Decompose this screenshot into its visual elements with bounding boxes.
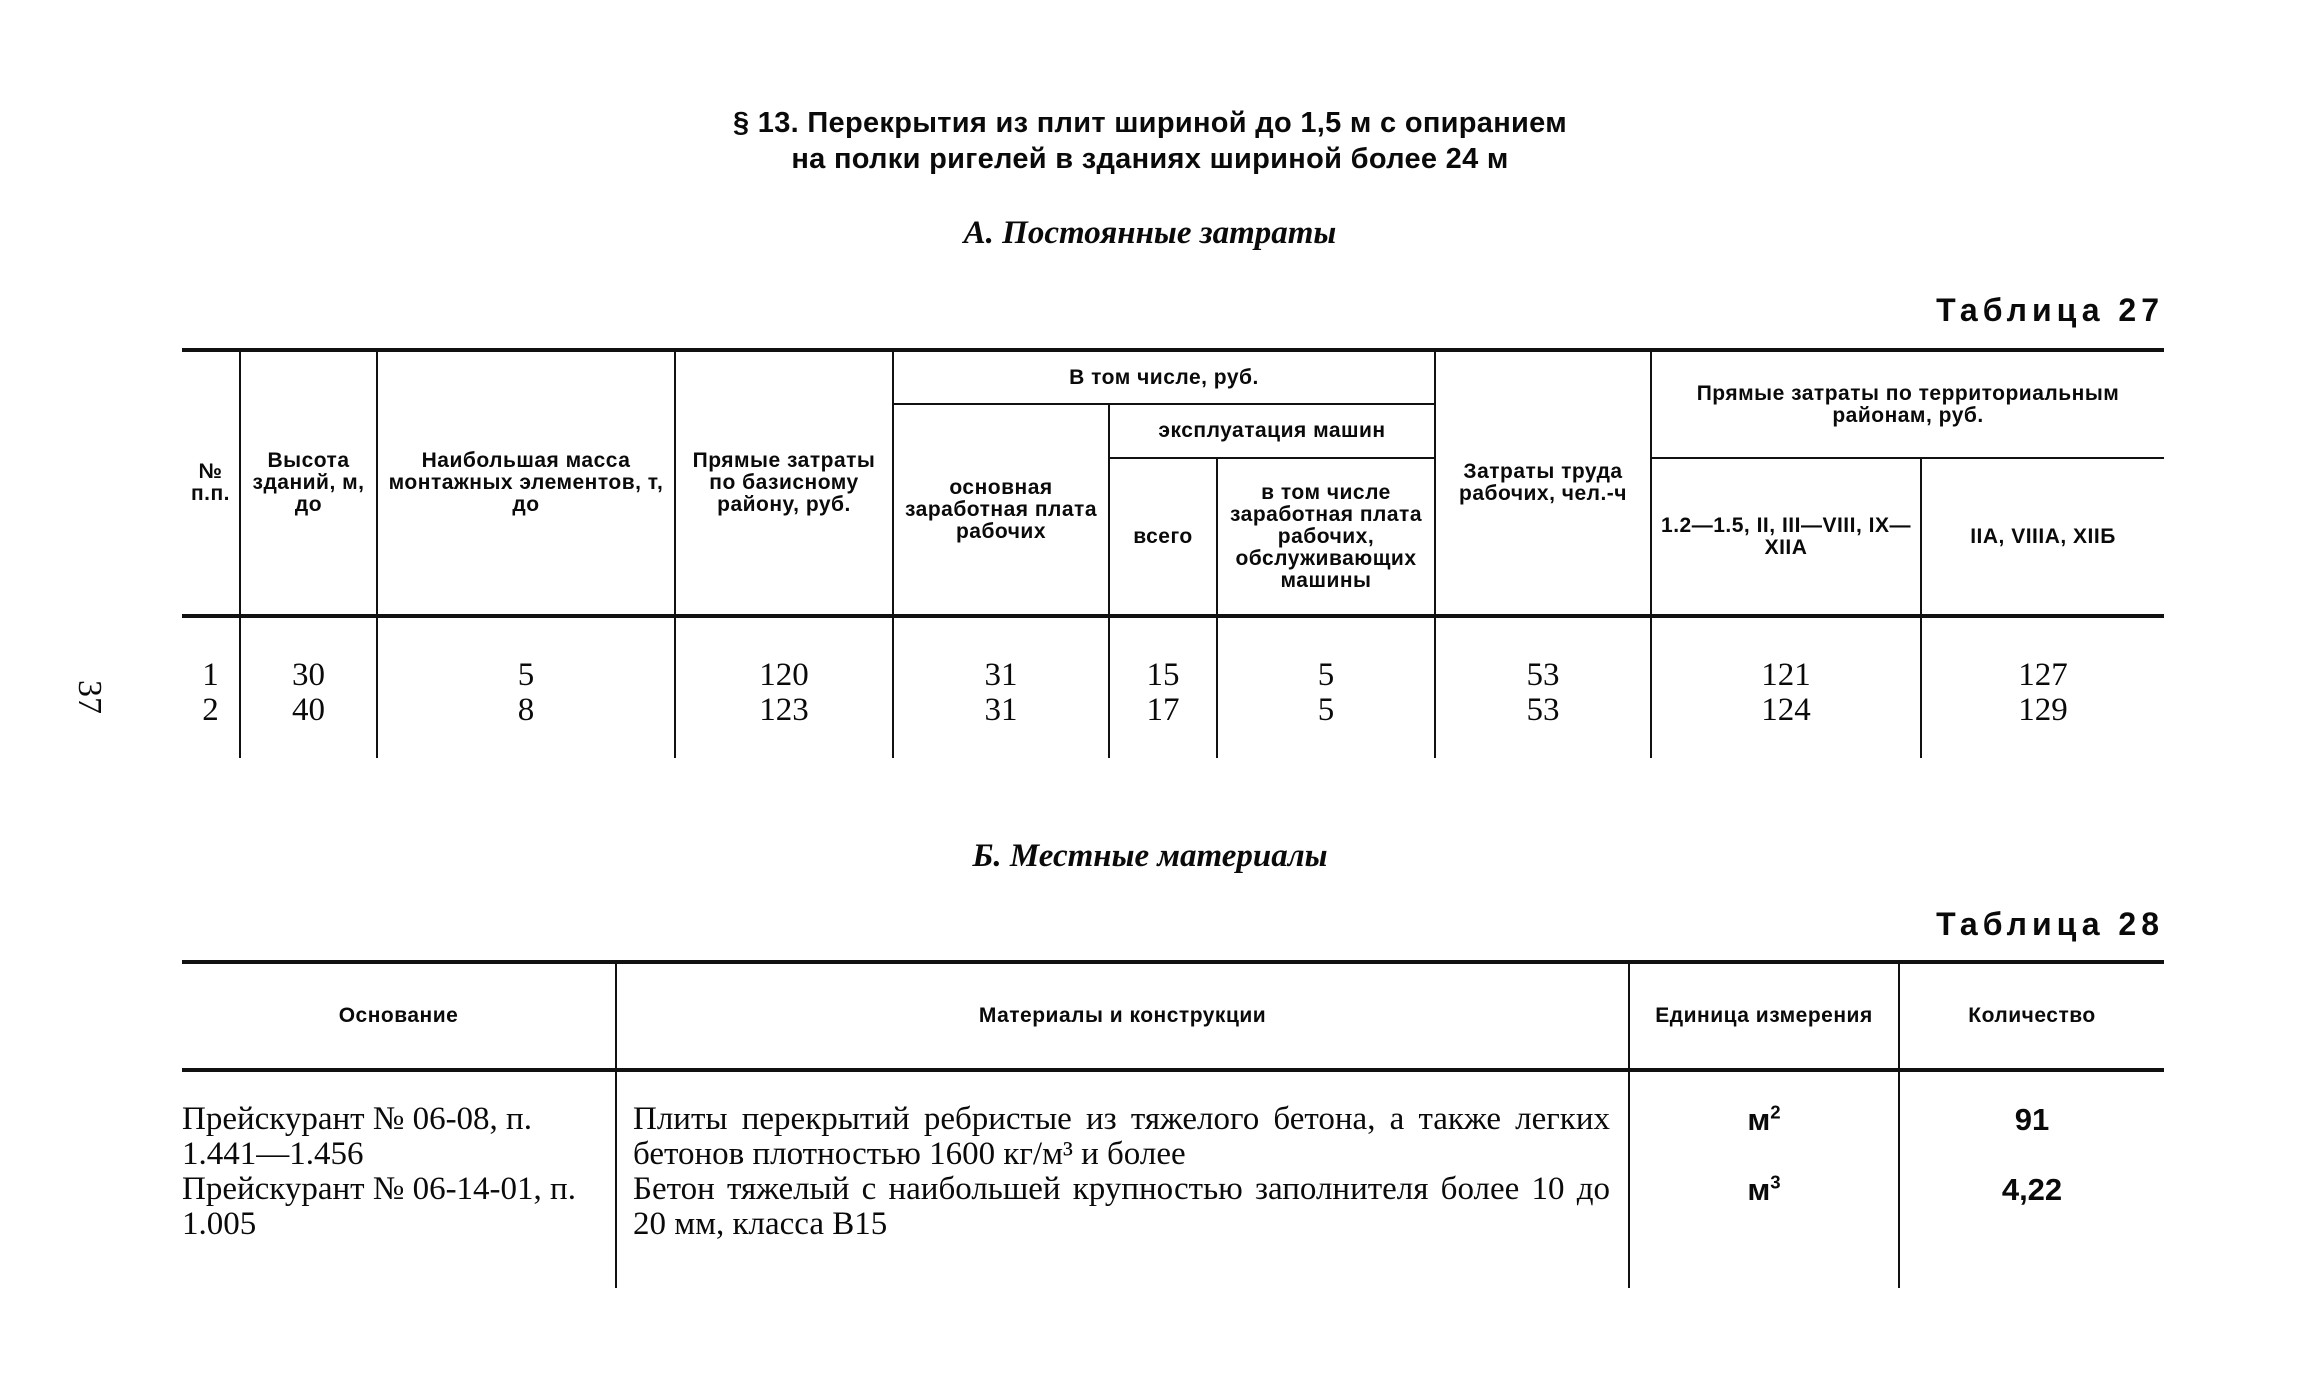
table-row (182, 1172, 2164, 1288)
table-row (182, 616, 2164, 693)
header-quantity: Количество (1899, 962, 2164, 1070)
cell: 5 (1217, 616, 1435, 693)
header-mass: Наибольшая масса монтажных элементов, т, до (377, 350, 675, 616)
table-27-label: Таблица 27 (1936, 292, 2164, 328)
cell: 5 (377, 616, 675, 693)
header-machines: эксплуатация машин (1109, 404, 1435, 458)
header-direct-base: Прямые затраты по базисному району, руб. (675, 350, 893, 616)
header-machines-wage: в том числе заработная плата рабочих, обслуживающих машины (1217, 458, 1435, 616)
basis-cell: Прейскурант № 06-14-01, п. 1.005 (182, 1172, 616, 1288)
cell: 120 (675, 616, 893, 693)
unit-cell (1629, 1172, 1899, 1288)
page-number: 37 (71, 680, 108, 714)
unit-exponent: 3 (1770, 1171, 1781, 1193)
cell: 31 (893, 693, 1109, 758)
part-b-title: Б. Местные материалы (972, 838, 1328, 874)
material-cell: Плиты перекрытий ребристые из тяжелого бетона, а также легких бетонов плотностью 1600 кг/м³ и более (616, 1070, 1629, 1172)
cell: 1 (182, 616, 240, 693)
header-no: № п.п. (182, 350, 240, 616)
unit-exponent: 2 (1770, 1101, 1781, 1123)
header-main-wage: основная заработная плата рабочих (893, 404, 1109, 616)
cell: 8 (377, 693, 675, 758)
header-materials: Материалы и конструкции (616, 962, 1629, 1070)
cell: 30 (240, 616, 377, 693)
cell: 40 (240, 693, 377, 758)
cell: 15 (1109, 616, 1217, 693)
header-machines-total: всего (1109, 458, 1217, 616)
cell: 53 (1435, 616, 1651, 693)
cell: 5 (1217, 693, 1435, 758)
unit-base: м (1747, 1102, 1771, 1137)
cell: 129 (1921, 693, 2164, 758)
material-cell: Бетон тяжелый с наибольшей крупностью заполнителя более 10 до 20 мм, класса В15 (616, 1172, 1629, 1288)
cell: 31 (893, 616, 1109, 693)
quantity-cell: 91 (1899, 1070, 2164, 1172)
cell: 127 (1921, 616, 2164, 693)
cell: 124 (1651, 693, 1921, 758)
cell: 121 (1651, 616, 1921, 693)
header-height: Высота зданий, м, до (240, 350, 377, 616)
cell: 123 (675, 693, 893, 758)
cell: 17 (1109, 693, 1217, 758)
section-title-line1: § 13. Перекрытия из плит шириной до 1,5 м с опиранием (733, 107, 1567, 139)
cell: 53 (1435, 693, 1651, 758)
header-including: В том числе, руб. (893, 350, 1435, 404)
header-region-2: IIА, VIIIА, XIIБ (1921, 458, 2164, 616)
unit-cell (1629, 1070, 1899, 1172)
header-territorial: Прямые затраты по территориальным районам, руб. (1651, 350, 2164, 458)
header-labor: Затраты труда рабочих, чел.-ч (1435, 350, 1651, 616)
basis-cell: Прейскурант № 06-08, п. 1.441—1.456 (182, 1070, 616, 1172)
table-28-label: Таблица 28 (1936, 906, 2164, 942)
part-a-title: А. Постоянные затраты (963, 215, 1337, 251)
unit-base: м (1747, 1172, 1771, 1207)
table-row (182, 693, 2164, 758)
section-title-line2: на полки ригелей в зданиях шириной более 24 м (791, 143, 1509, 175)
quantity-cell: 4,22 (1899, 1172, 2164, 1288)
header-unit: Единица измерения (1629, 962, 1899, 1070)
cell: 2 (182, 693, 240, 758)
table-27 (182, 348, 2164, 758)
header-basis: Основание (182, 962, 616, 1070)
table-row (182, 1070, 2164, 1172)
header-region-1: 1.2—1.5, II, III—VIII, IX—XIIА (1651, 458, 1921, 616)
table-28 (182, 960, 2164, 1288)
